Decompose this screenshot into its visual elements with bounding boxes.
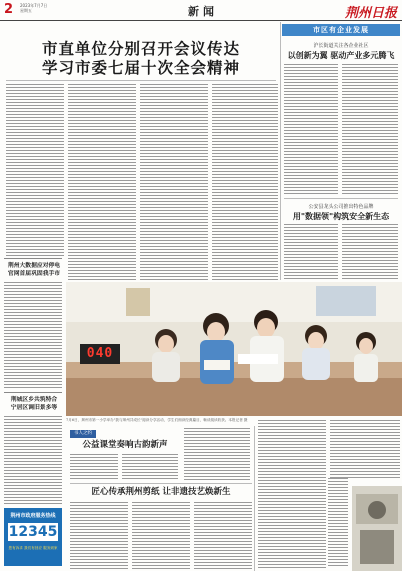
lower-main-headline: 匠心传承荆州剪纸 让非遗技艺焕新生 bbox=[91, 487, 231, 497]
right-headline: 以创新为翼 驱动产业多元腾飞 bbox=[287, 51, 395, 60]
side-photo-caption bbox=[328, 478, 348, 568]
right-article2-kicker: 公安县龙头公司推出特色品牌 bbox=[308, 204, 374, 210]
left-brief2-headline-line2: 宁居区调旧景多等 bbox=[10, 405, 58, 411]
column-label: 书人之约 bbox=[70, 430, 96, 438]
lower-main-body-col2 bbox=[132, 502, 190, 570]
divider bbox=[4, 392, 62, 393]
hotline-slogan: 您有诉求 我们有回应 服务到家 bbox=[8, 546, 58, 550]
main-article-body-col3 bbox=[140, 84, 208, 280]
news-photo bbox=[66, 282, 402, 416]
lower-left-body-col1 bbox=[70, 454, 118, 480]
hotline-number: 12345 bbox=[8, 524, 58, 540]
main-article-body-col2 bbox=[68, 84, 136, 280]
countdown-clock: 040 bbox=[86, 346, 114, 361]
main-headline-line1: 市直单位分别召开会议传达 bbox=[41, 40, 240, 58]
column-divider bbox=[254, 426, 255, 571]
page-number: 2 bbox=[4, 2, 14, 17]
lower-middle-body bbox=[184, 428, 250, 480]
right-article-body-col2 bbox=[342, 64, 398, 196]
hotline-ad bbox=[4, 508, 62, 566]
divider bbox=[6, 80, 276, 81]
right-article2-body-col1 bbox=[284, 224, 338, 280]
lower-left-headline: 公益课堂奏响古韵新声 bbox=[82, 440, 168, 450]
left-brief-headline-line1: 荆州大数据应对停电 bbox=[7, 263, 61, 269]
divider bbox=[284, 198, 398, 199]
side-photo bbox=[352, 486, 402, 571]
divider bbox=[4, 258, 62, 259]
section-title: 新闻 bbox=[188, 5, 218, 18]
photo-caption: 7月6日，荆州市第一小学举办"我与荆州共成长"阅读分享活动，学生们朗读经典篇目，畅谈阅读收获。本报记者 摄 bbox=[66, 418, 248, 422]
left-brief2-headline bbox=[4, 396, 64, 412]
lower-main-body-col3 bbox=[194, 502, 252, 570]
main-headline-line2: 学习市委七届十次全会精神 bbox=[41, 59, 240, 77]
masthead bbox=[0, 0, 402, 21]
lower-right-body-col1 bbox=[258, 420, 326, 570]
right-article2-body-col2 bbox=[342, 224, 398, 280]
hotline-ad-title: 荆州市政府服务热线 bbox=[10, 513, 56, 519]
right-kicker: 沪长街道关注各企业社区 bbox=[313, 43, 369, 49]
weekday-text: 星期五 bbox=[20, 8, 32, 13]
right-article-body-col1 bbox=[284, 64, 338, 196]
right-article2-headline: 用"数据领"构筑安全新生态 bbox=[292, 212, 390, 221]
lower-main-body-col1 bbox=[70, 502, 128, 570]
papercut-photo-image bbox=[352, 486, 402, 571]
lower-right-body-col2 bbox=[330, 420, 400, 480]
left-brief2-body bbox=[4, 416, 62, 504]
issue-date bbox=[20, 3, 47, 13]
lower-left-body-col2 bbox=[122, 454, 178, 480]
left-brief-body bbox=[4, 282, 62, 388]
newspaper-logo: 荆州日报 bbox=[344, 6, 397, 21]
section-banner: 市区有企业发展 bbox=[282, 24, 400, 36]
left-brief-headline bbox=[4, 262, 64, 278]
left-brief2-headline-line1: 荆城区乡共筑特合 bbox=[10, 397, 58, 403]
column-divider bbox=[280, 22, 281, 280]
main-article-body-col1 bbox=[6, 84, 64, 256]
date-text: 2023年7月7日 bbox=[20, 3, 48, 8]
left-brief-headline-line2: 官网首届巩固我手市 bbox=[7, 271, 61, 277]
main-headline bbox=[6, 40, 276, 78]
main-article-body-col4 bbox=[212, 84, 278, 280]
divider bbox=[70, 483, 252, 484]
